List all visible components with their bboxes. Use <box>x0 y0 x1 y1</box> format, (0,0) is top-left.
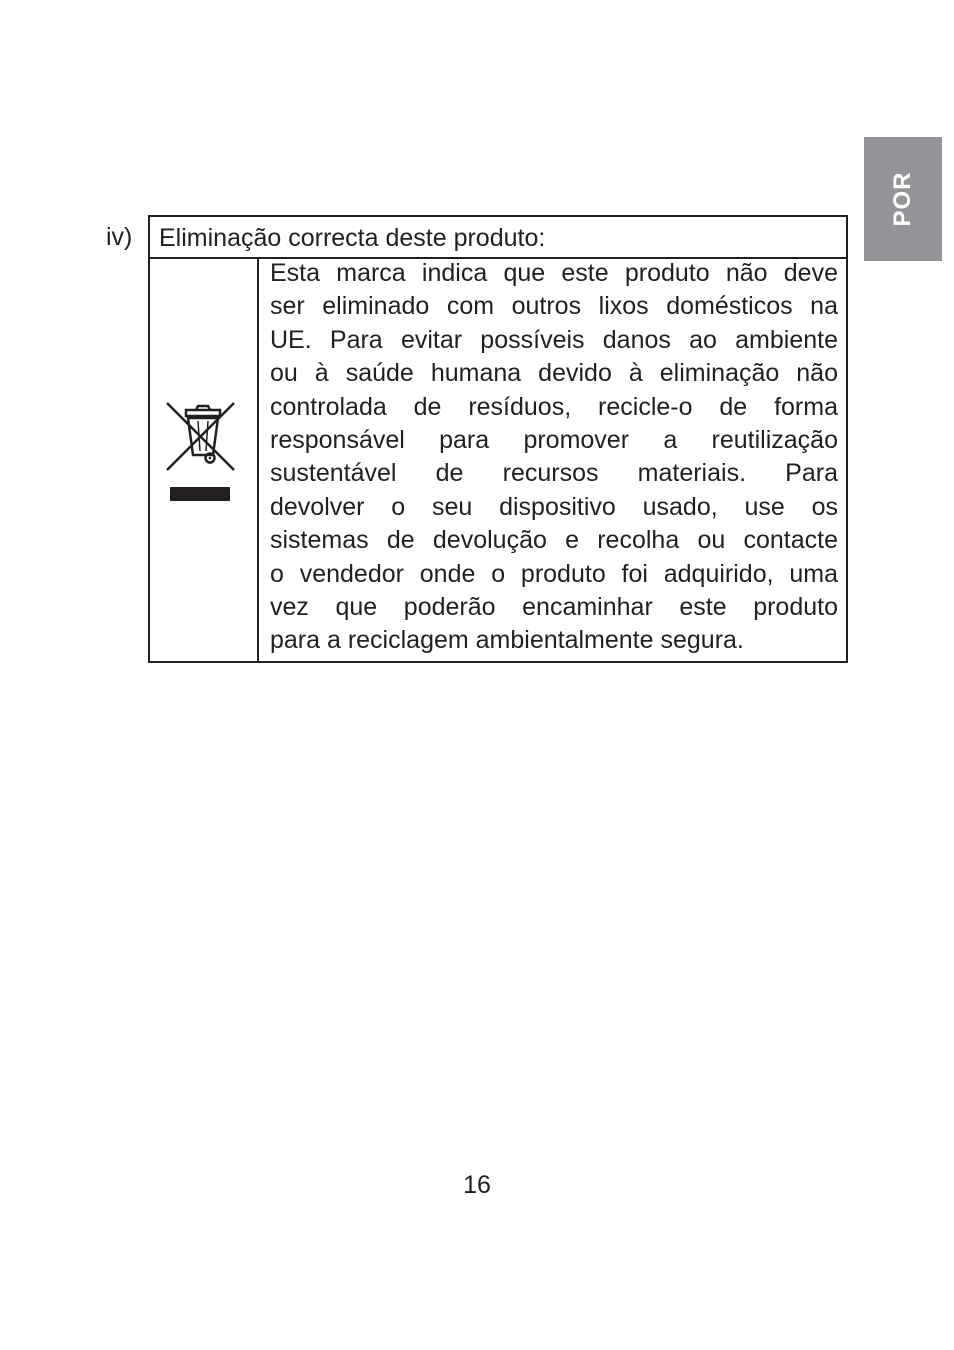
language-tab <box>864 137 942 261</box>
notice-body-line: Esta marca indica que este produto não deve <box>270 259 838 287</box>
icon-cell <box>150 259 259 661</box>
notice-body-line: ser eliminado com outros lixos domésticos na <box>270 292 838 321</box>
disposal-notice-box <box>148 215 848 663</box>
language-tab-label: POR <box>889 171 916 227</box>
notice-body-line: o vendedor onde o produto foi adquirido, uma <box>270 559 838 588</box>
notice-body-line: para a reciclagem ambientalmente segura. <box>270 626 744 655</box>
notice-body-line: vez que poderão encaminhar este produto <box>270 592 838 621</box>
notice-body-line: sistemas de devolução e recolha ou contacte <box>270 526 838 555</box>
notice-body-line: UE. Para evitar possíveis danos ao ambiente <box>270 325 838 354</box>
notice-title: Eliminação correcta deste produto: <box>159 224 546 252</box>
notice-body-line: responsável para promover a reutilização <box>270 425 838 454</box>
notice-body-line: sustentável de recursos materiais. Para <box>270 459 838 488</box>
page-number: 16 <box>463 1171 491 1199</box>
notice-body-line: controlada de resíduos, recicle-o de forma <box>270 392 838 421</box>
notice-body-line: ou à saúde humana devido à eliminação não <box>270 359 838 388</box>
notice-body-line: devolver o seu dispositivo usado, use os <box>270 492 838 521</box>
crossed-out-wheelie-bin-icon <box>164 399 238 507</box>
section-item-number: iv) <box>106 223 133 251</box>
notice-body <box>270 257 838 658</box>
notice-header <box>150 217 846 259</box>
